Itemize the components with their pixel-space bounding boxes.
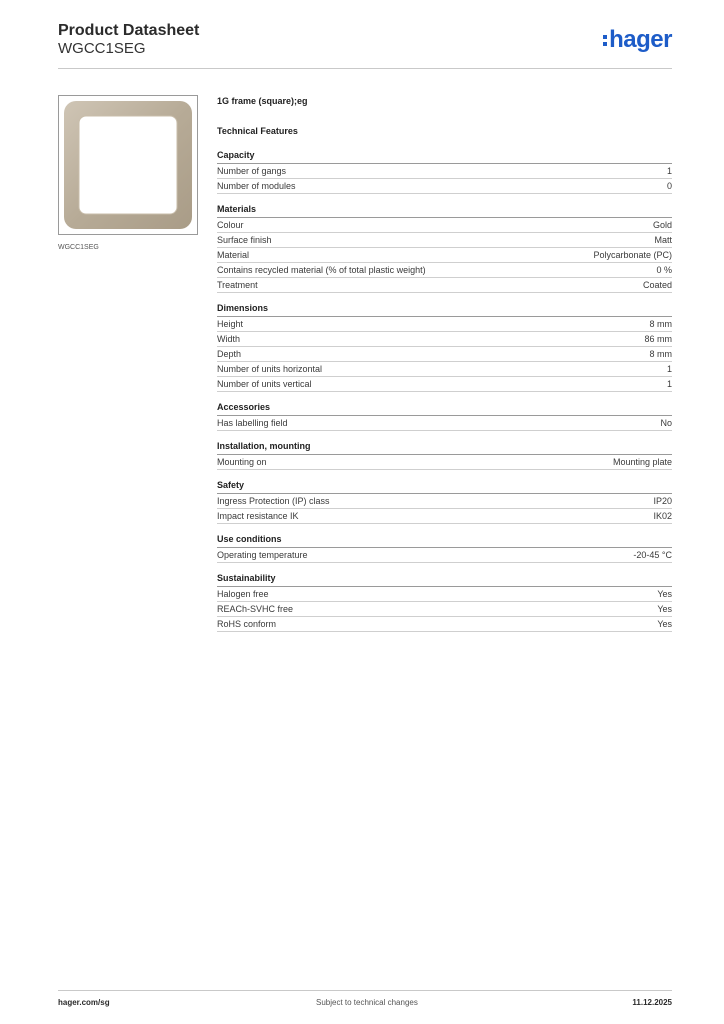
page-header: [58, 20, 672, 70]
spec-value: 8 mm: [649, 349, 672, 359]
spec-row: [217, 263, 672, 278]
section-title: Use conditions: [217, 534, 672, 548]
spec-row: [217, 179, 672, 194]
spec-label: RoHS conform: [217, 619, 277, 629]
spec-sections: [217, 150, 672, 632]
section-title: Safety: [217, 480, 672, 494]
spec-row: [217, 602, 672, 617]
spec-label: Operating temperature: [217, 550, 308, 560]
spec-section: [217, 150, 672, 194]
spec-label: Halogen free: [217, 589, 269, 599]
spec-row: [217, 416, 672, 431]
product-image: [58, 95, 198, 235]
spec-row: [217, 587, 672, 602]
image-caption: WGCC1SEG: [58, 244, 99, 251]
spec-value: IK02: [653, 511, 672, 521]
spec-value: 1: [666, 364, 672, 374]
spec-row: [217, 164, 672, 179]
spec-label: Width: [217, 334, 241, 344]
spec-row: [217, 377, 672, 392]
spec-row: [217, 218, 672, 233]
footer-website: hager.com/sg: [58, 998, 110, 1007]
spec-value: 86 mm: [644, 334, 672, 344]
spec-value: 1: [666, 379, 672, 389]
section-title: Capacity: [217, 150, 672, 164]
spec-label: Number of units vertical: [217, 379, 312, 389]
spec-row: [217, 248, 672, 263]
spec-value: Polycarbonate (PC): [593, 250, 672, 260]
spec-row: [217, 509, 672, 524]
section-title: Materials: [217, 204, 672, 218]
spec-row: [217, 233, 672, 248]
spec-value: IP20: [653, 496, 672, 506]
spec-content: [217, 96, 672, 642]
spec-row: [217, 455, 672, 470]
footer-date: 11.12.2025: [632, 998, 672, 1007]
spec-value: Mounting plate: [612, 457, 672, 467]
footer-divider: [58, 990, 672, 991]
spec-row: [217, 278, 672, 293]
spec-label: Ingress Protection (IP) class: [217, 496, 330, 506]
product-description: 1G frame (square);eg: [217, 96, 308, 106]
spec-label: Impact resistance IK: [217, 511, 299, 521]
spec-section: [217, 534, 672, 563]
spec-label: Mounting on: [217, 457, 267, 467]
spec-label: Has labelling field: [217, 418, 288, 428]
spec-value: 0: [666, 181, 672, 191]
spec-row: [217, 332, 672, 347]
spec-label: Colour: [217, 220, 244, 230]
technical-features-heading: Technical Features: [217, 126, 298, 136]
logo-text: hager: [609, 26, 672, 53]
spec-value: Yes: [657, 589, 672, 599]
spec-label: REACh-SVHC free: [217, 604, 294, 614]
product-code: WGCC1SEG: [58, 40, 146, 57]
spec-value: Yes: [657, 604, 672, 614]
footer-notice: Subject to technical changes: [316, 998, 418, 1007]
spec-value: 8 mm: [649, 319, 672, 329]
section-title: Dimensions: [217, 303, 672, 317]
spec-label: Material: [217, 250, 250, 260]
spec-value: Yes: [657, 619, 672, 629]
spec-label: Treatment: [217, 280, 258, 290]
spec-label: Number of modules: [217, 181, 296, 191]
spec-section: [217, 441, 672, 470]
spec-label: Number of units horizontal: [217, 364, 323, 374]
spec-section: [217, 573, 672, 632]
hager-logo: [603, 26, 672, 54]
spec-row: [217, 317, 672, 332]
spec-label: Surface finish: [217, 235, 272, 245]
section-title: Accessories: [217, 402, 672, 416]
spec-value: 1: [666, 166, 672, 176]
spec-label: Height: [217, 319, 244, 329]
document-title: Product Datasheet: [58, 22, 200, 39]
frame-product-icon: [59, 96, 197, 234]
spec-value: Matt: [654, 235, 672, 245]
spec-section: [217, 303, 672, 392]
spec-row: [217, 494, 672, 509]
spec-value: Coated: [642, 280, 672, 290]
spec-label: Depth: [217, 349, 242, 359]
spec-row: [217, 617, 672, 632]
spec-row: [217, 347, 672, 362]
spec-value: 0 %: [656, 265, 672, 275]
spec-value: No: [660, 418, 672, 428]
spec-label: Contains recycled material (% of total plastic weight): [217, 265, 426, 275]
section-title: Sustainability: [217, 573, 672, 587]
header-divider: [58, 68, 672, 69]
spec-section: [217, 402, 672, 431]
spec-label: Number of gangs: [217, 166, 287, 176]
spec-value: Gold: [652, 220, 672, 230]
logo-dots-icon: [603, 32, 607, 49]
spec-row: [217, 548, 672, 563]
spec-section: [217, 480, 672, 524]
spec-section: [217, 204, 672, 293]
section-title: Installation, mounting: [217, 441, 672, 455]
spec-value: -20-45 °C: [633, 550, 672, 560]
spec-row: [217, 362, 672, 377]
